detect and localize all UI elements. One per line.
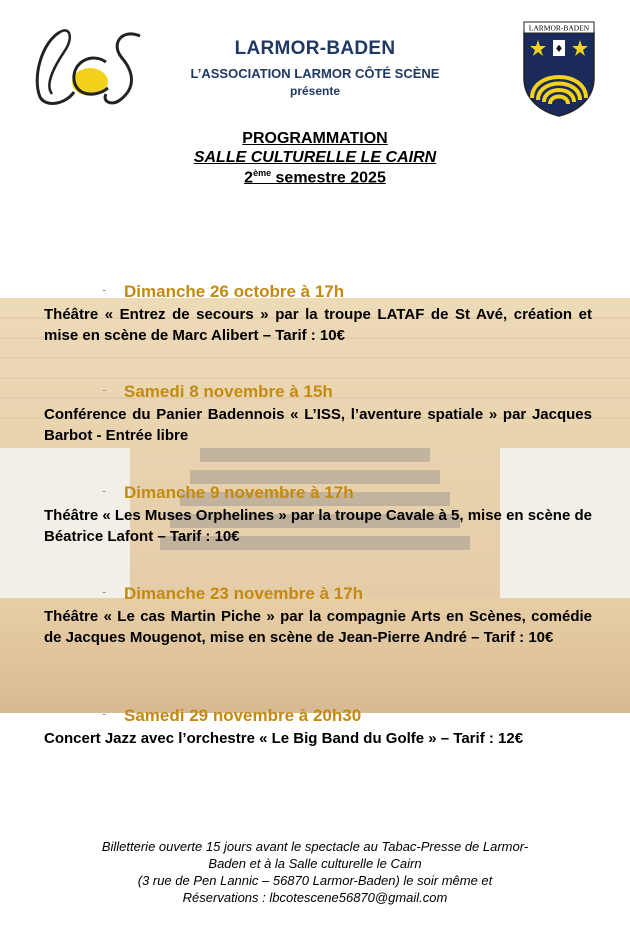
event-date <box>102 483 592 503</box>
semester-text: semestre 2025 <box>271 169 386 187</box>
event-item <box>44 282 592 346</box>
event-date-text: Samedi 29 novembre à 20h30 <box>124 706 362 725</box>
semester-suffix: ème <box>253 168 272 178</box>
program-semester <box>0 168 630 187</box>
event-item <box>44 584 592 648</box>
event-date-text: Dimanche 9 novembre à 17h <box>124 483 354 502</box>
program-venue: SALLE CULTURELLE LE CAIRN <box>193 149 437 166</box>
program-title-block <box>0 130 630 187</box>
presents-label: présente <box>289 84 341 98</box>
event-date-text: Dimanche 26 octobre à 17h <box>124 282 345 301</box>
event-description: Concert Jazz avec l’orchestre « Le Big Band du Golfe » – Tarif : 12€ <box>44 730 524 747</box>
event-date <box>102 282 592 302</box>
event-date-text: Samedi 8 novembre à 15h <box>124 382 333 401</box>
event-item <box>44 706 592 749</box>
semester-number: 2 <box>244 169 254 187</box>
event-item <box>44 382 592 446</box>
event-date-text: Dimanche 23 novembre à 17h <box>124 584 364 603</box>
event-date <box>102 706 592 726</box>
event-date <box>102 382 592 402</box>
event-bullet: - <box>102 382 107 397</box>
event-description: Théâtre « Les Muses Orphelines » par la troupe Cavale à 5, mise en scène de Béatrice Lafont – Tarif : 10€ <box>44 507 592 545</box>
association-name: L’ASSOCIATION LARMOR CÔTÉ SCÈNE <box>190 66 440 81</box>
town-name: LARMOR-BADEN <box>234 38 396 59</box>
event-description: Théâtre « Entrez de secours » par la troupe LATAF de St Avé, création et mise en scène de Marc Alibert – Tarif : 10€ <box>44 306 592 344</box>
footer-line: Baden et à la Salle culturelle le Cairn <box>208 856 422 871</box>
event-item <box>44 483 592 547</box>
footer-line: (3 rue de Pen Lannic – 56870 Larmor-Baden) le soir même et <box>137 873 493 888</box>
event-date <box>102 584 592 604</box>
svg-text:♦: ♦ <box>554 44 564 55</box>
reservation-email: Réservations : lbcotescene56870@gmail.com <box>182 890 448 905</box>
ticketing-info <box>40 838 590 906</box>
event-bullet: - <box>102 483 107 498</box>
lcs-logo-icon <box>22 22 157 112</box>
coat-of-arms-banner: LARMOR-BADEN <box>528 23 590 33</box>
event-bullet: - <box>102 706 107 721</box>
program-title: PROGRAMMATION <box>242 130 388 147</box>
coat-of-arms-icon <box>520 20 598 118</box>
event-description: Conférence du Panier Badennois « L’ISS, l’aventure spatiale » par Jacques Barbot - Entrée libre <box>44 406 592 444</box>
event-bullet: - <box>102 282 107 297</box>
event-description: Théâtre « Le cas Martin Piche » par la compagnie Arts en Scènes, comédie de Jacques Mougenot, mise en scène de Jean-Pierre André – Tarif : 10€ <box>44 608 592 646</box>
event-bullet: - <box>102 584 107 599</box>
footer-line: Billetterie ouverte 15 jours avant le spectacle au Tabac-Presse de Larmor- <box>101 839 529 854</box>
header <box>150 38 480 98</box>
